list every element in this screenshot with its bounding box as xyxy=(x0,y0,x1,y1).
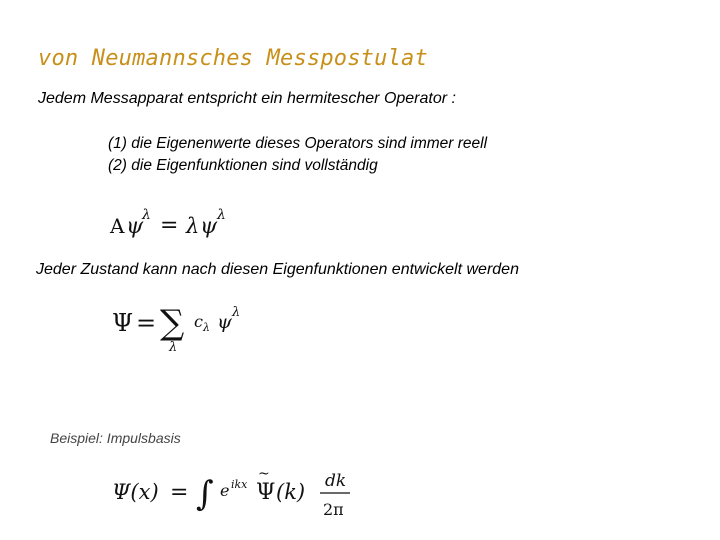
psi-capital: Ψ xyxy=(112,309,134,337)
tilde-mark: ~ xyxy=(258,466,270,482)
equals-sign: = xyxy=(170,480,189,505)
equals-sign: = xyxy=(160,213,179,238)
lambda-superscript: λ xyxy=(232,305,241,320)
expansion-text: Jeder Zustand kann nach diesen Eigenfunktionen entwickelt werden xyxy=(36,261,519,278)
lambda-superscript-rhs: λ xyxy=(217,207,226,223)
exponent-ikx: ikx xyxy=(231,478,248,491)
eigenvalue-equation xyxy=(109,207,226,239)
equals-sign: = xyxy=(136,309,157,337)
intro-text: Jedem Messapparat entspricht ein hermitescher Operator : xyxy=(38,90,456,107)
sum-index: λ xyxy=(169,340,178,355)
psi-symbol-rhs: ψ xyxy=(200,214,218,239)
page-title: von Neumannsches Messpostulat xyxy=(38,46,428,71)
fraction-denominator: 2π xyxy=(323,500,344,519)
fraction-numerator: dk xyxy=(325,471,347,491)
psi-tilde: Ψ xyxy=(256,480,276,505)
example-label: Beispiel: Impulsbasis xyxy=(50,430,181,446)
psi-tilde-argument: (k) xyxy=(276,480,306,504)
coefficient-subscript: λ xyxy=(203,321,210,334)
psi-symbol: ψ xyxy=(217,311,232,333)
integral-symbol: ∫ xyxy=(196,474,214,514)
operator-symbol: A xyxy=(110,214,125,238)
psi-symbol: ψ xyxy=(126,214,144,239)
sum-symbol: ∑ xyxy=(160,303,185,343)
integral-equation xyxy=(112,466,350,519)
lambda-superscript: λ xyxy=(142,207,151,223)
expansion-equation xyxy=(112,303,240,355)
exponential-e: e xyxy=(220,481,230,500)
lambda-symbol: λ xyxy=(186,214,200,238)
property-item-1: (1) die Eigenenwerte dieses Operators sind immer reell xyxy=(108,135,488,152)
coefficient-c: c xyxy=(194,312,203,331)
property-item-2: (2) die Eigenfunktionen sind vollständig xyxy=(108,157,378,174)
lhs-psi-x: Ψ(x) xyxy=(112,480,159,504)
